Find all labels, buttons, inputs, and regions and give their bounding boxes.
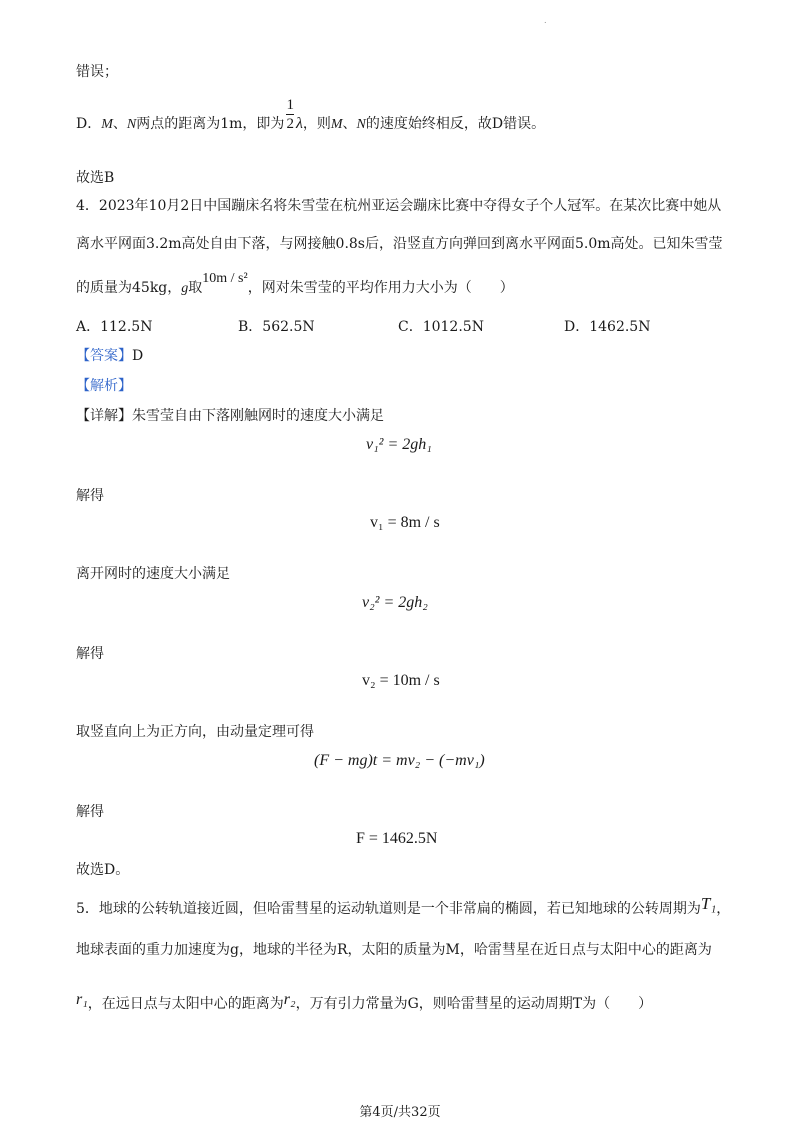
q4-options	[76, 316, 776, 336]
option-d-explanation: D．M、N两点的距离为1m，即为 $\frac{1}{2}$ λ，则M、N的速度始终相反，故D错误。	[76, 96, 546, 132]
previous-answer-tail: 错误；	[76, 64, 118, 80]
option-a: A．112.5N	[76, 319, 153, 335]
option-b: B．562.5N	[238, 319, 315, 335]
equation-v1-squared: v₁² = 2gh₁	[366, 436, 432, 453]
detail-tag: 【详解】	[76, 408, 132, 424]
half-fraction: $\frac{1}{2}$	[286, 96, 294, 132]
q4-line-3: 的质量为45kg，g取10m / s²，网对朱雪莹的平均作用力大小为（ ）	[76, 271, 514, 296]
answer-line	[76, 346, 143, 366]
solve-label-3: 解得	[76, 804, 104, 820]
equation-v1-value: v₁ = 8m / s	[370, 514, 440, 531]
detail-line: 【详解】朱雪莹自由下落刚触网时的速度大小满足	[76, 408, 384, 424]
equation-momentum: (F − mg)t = mv₂ − (−mv₁)	[314, 752, 485, 769]
q5-line-3: r₁，在远日点与太阳中心的距离为r₂，万有引力常量为G，则哈雷彗星的运动周期T为（ ）	[76, 991, 653, 1012]
equation-v2-value: v₂ = 10m / s	[362, 672, 440, 689]
q4-line-2: 离水平网面3.2m高处自由下落，与网接触0.8s后，沿竖直方向弹回到离水平网面5.0m高处。已知朱雪莹	[76, 236, 723, 252]
momentum-theorem-text: 取竖直向上为正方向，由动量定理可得	[76, 724, 314, 740]
analysis-tag: 【解析】	[76, 378, 132, 394]
top-mark: .	[544, 16, 547, 25]
answer-tag: 【答案】	[76, 348, 132, 364]
choose-d: 故选D。	[76, 862, 130, 878]
page-footer: 第4页/共32页	[359, 1105, 441, 1120]
solve-label-1: 解得	[76, 488, 104, 504]
choose-b: 故选B	[76, 170, 115, 186]
option-c: C．1012.5N	[398, 319, 484, 335]
answer-value: D	[132, 348, 144, 364]
option-d: D．1462.5N	[564, 319, 651, 335]
q4-line-1: 4．2023年10月2日中国蹦床名将朱雪莹在杭州亚运会蹦床比赛中夺得女子个人冠军。在某次比赛中她从	[76, 198, 722, 214]
equation-v2-squared: v₂² = 2gh₂	[362, 594, 428, 611]
q5-line-1: 5．地球的公转轨道接近圆，但哈雷彗星的运动轨道则是一个非常扁的椭圆，若已知地球的公转周期为T₁，	[76, 894, 731, 917]
equation-force-result: F = 1462.5N	[356, 830, 438, 847]
q5-line-2: 地球表面的重力加速度为g，地球的半径为R，太阳的质量为M，哈雷彗星在近日点与太阳中心的距离为	[76, 942, 712, 958]
leave-net-text: 离开网时的速度大小满足	[76, 566, 230, 582]
solve-label-2: 解得	[76, 646, 104, 662]
